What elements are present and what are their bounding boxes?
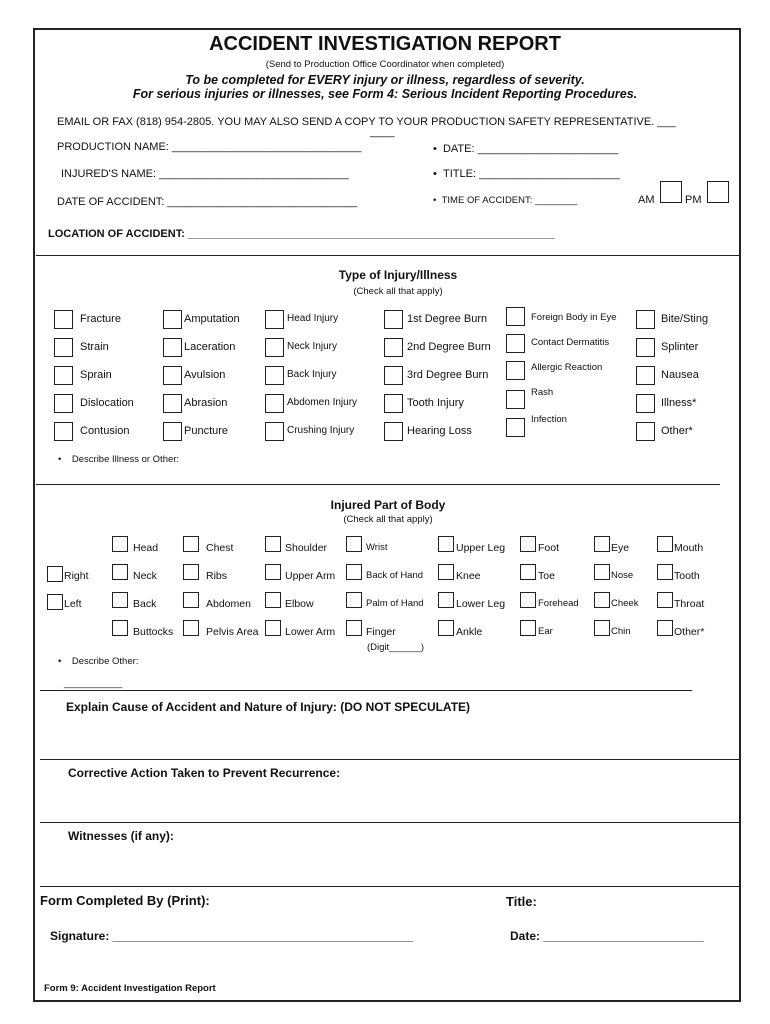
body-checkbox-abdomen[interactable] <box>183 592 199 608</box>
corrective-action-label: Corrective Action Taken to Prevent Recurrence: <box>68 766 341 780</box>
divider <box>36 255 740 256</box>
cause-label: Explain Cause of Accident and Nature of Injury: (DO NOT SPECULATE) <box>66 700 471 714</box>
body-checkbox-forehead[interactable] <box>520 592 536 608</box>
body-checkbox-ankle[interactable] <box>438 620 454 636</box>
injury-label-allergic-reaction: Allergic Reaction <box>531 362 603 373</box>
checkbox-illness[interactable] <box>636 394 655 413</box>
body-checkbox-back[interactable] <box>112 592 128 608</box>
body-checkbox-back-of-hand[interactable] <box>346 564 362 580</box>
injured-name-field[interactable]: INJURED'S NAME: _______________________________ <box>61 168 349 180</box>
body-checkbox-chin[interactable] <box>594 620 610 636</box>
email-instruction: EMAIL OR FAX (818) 954-2805. YOU MAY ALSO SEND A COPY TO YOUR PRODUCTION SAFETY REPRESENTATIVE. ___ <box>57 116 676 128</box>
body-label-forehead: Forehead <box>538 598 579 609</box>
body-checkbox-eye[interactable] <box>594 536 610 552</box>
email-instruction-cont: ____ <box>370 126 395 138</box>
body-checkbox-lower-leg[interactable] <box>438 592 454 608</box>
body-checkbox-lower-arm[interactable] <box>265 620 281 636</box>
injury-label-2nd-degree-burn: 2nd Degree Burn <box>407 341 491 353</box>
pm-label: PM <box>685 194 702 206</box>
injury-label-nausea: Nausea <box>661 369 699 381</box>
checkbox-2nd-degree-burn[interactable] <box>384 338 403 357</box>
body-label-toe: Toe <box>538 570 555 582</box>
checkbox-infection[interactable] <box>506 418 525 437</box>
injury-label-crushing-injury: Crushing Injury <box>287 425 355 436</box>
production-name-field[interactable]: PRODUCTION NAME: _______________________________ <box>57 141 362 153</box>
divider <box>40 822 740 823</box>
checkbox-strain[interactable] <box>54 338 73 357</box>
divider <box>40 690 692 691</box>
bullet-icon: • <box>58 454 72 465</box>
divider <box>40 759 740 760</box>
injury-label-splinter: Splinter <box>661 341 699 353</box>
body-label-buttocks: Buttocks <box>133 626 174 638</box>
body-label-head: Head <box>133 542 159 554</box>
body-checkbox-cheek[interactable] <box>594 592 610 608</box>
body-checkbox-knee[interactable] <box>438 564 454 580</box>
body-label-throat: Throat <box>674 598 705 610</box>
body-checkbox-finger[interactable] <box>346 620 362 636</box>
checkbox-dislocation[interactable] <box>54 394 73 413</box>
describe-other-underline: ___________ <box>64 678 123 689</box>
injury-label-rash: Rash <box>531 387 554 398</box>
body-checkbox-chest[interactable] <box>183 536 199 552</box>
body-label-ear: Ear <box>538 626 553 637</box>
instruction-line-2: For serious injuries or illnesses, see Form 4: Serious Incident Reporting Procedures. <box>132 87 638 101</box>
injury-label-other: Other* <box>661 425 693 437</box>
body-label-lower-arm: Lower Arm <box>285 626 336 638</box>
body-checkbox-other[interactable] <box>657 620 673 636</box>
body-label-back-of-hand: Back of Hand <box>366 570 424 581</box>
checkbox-crushing-injury[interactable] <box>265 422 284 441</box>
body-checkbox-elbow[interactable] <box>265 592 281 608</box>
body-checkbox-palm-of-hand[interactable] <box>346 592 362 608</box>
injury-section-subtitle: (Check all that apply) <box>353 286 443 297</box>
body-label-upper-arm: Upper Arm <box>285 570 336 582</box>
side-checkbox-left[interactable] <box>47 594 63 610</box>
body-label-finger: Finger <box>366 626 396 638</box>
body-section-subtitle: (Check all that apply) <box>343 514 433 525</box>
form-title: ACCIDENT INVESTIGATION REPORT <box>209 33 561 55</box>
body-label-neck: Neck <box>133 570 157 582</box>
injury-label-abrasion: Abrasion <box>184 397 228 409</box>
body-checkbox-head[interactable] <box>112 536 128 552</box>
body-label-tooth: Tooth <box>674 570 700 582</box>
title-signoff-label: Title: <box>506 894 537 909</box>
body-checkbox-mouth[interactable] <box>657 536 673 552</box>
title-field[interactable]: • TITLE: _______________________ <box>433 168 620 180</box>
body-label-pelvis-area: Pelvis Area <box>206 626 259 638</box>
body-checkbox-nose[interactable] <box>594 564 610 580</box>
checkbox-contusion[interactable] <box>54 422 73 441</box>
checkbox-tooth-injury[interactable] <box>384 394 403 413</box>
body-label-mouth: Mouth <box>674 542 704 554</box>
body-label-cheek: Cheek <box>611 598 639 609</box>
injury-label-amputation: Amputation <box>184 313 240 325</box>
body-label-back: Back <box>133 598 157 610</box>
describe-other-prompt: • Describe Other: <box>58 656 139 667</box>
body-checkbox-wrist[interactable] <box>346 536 362 552</box>
injury-label-sprain: Sprain <box>80 369 112 381</box>
injury-label-contact-dermatitis: Contact Dermatitis <box>531 337 610 348</box>
injury-label-foreign-body-in-eye: Foreign Body in Eye <box>531 312 617 323</box>
injury-label-1st-degree-burn: 1st Degree Burn <box>407 313 488 325</box>
checkbox-contact-dermatitis[interactable] <box>506 334 525 353</box>
body-checkbox-upper-arm[interactable] <box>265 564 281 580</box>
injury-label-hearing-loss: Hearing Loss <box>407 425 472 437</box>
body-label-ankle: Ankle <box>456 626 483 638</box>
injury-label-puncture: Puncture <box>184 425 229 437</box>
location-field[interactable]: LOCATION OF ACCIDENT: ____________________________________________________________ <box>48 228 555 240</box>
body-checkbox-neck[interactable] <box>112 564 128 580</box>
checkbox-3rd-degree-burn[interactable] <box>384 366 403 385</box>
bullet-icon: • <box>433 143 443 155</box>
checkbox-back-injury[interactable] <box>265 366 284 385</box>
digit-field[interactable]: (Digit______) <box>367 642 425 653</box>
body-label-other: Other* <box>674 626 705 638</box>
checkbox-splinter[interactable] <box>636 338 655 357</box>
body-label-ribs: Ribs <box>206 570 228 582</box>
checkbox-bite-sting[interactable] <box>636 310 655 329</box>
body-checkbox-ear[interactable] <box>520 620 536 636</box>
describe-illness-prompt: • Describe Illness or Other: <box>58 454 180 465</box>
body-label-chin: Chin <box>611 626 631 637</box>
divider <box>36 484 720 485</box>
checkbox-allergic-reaction[interactable] <box>506 361 525 380</box>
injury-label-bite-sting: Bite/Sting <box>661 313 709 325</box>
form-footer: Form 9: Accident Investigation Report <box>44 983 216 994</box>
injury-label-avulsion: Avulsion <box>184 369 226 381</box>
checkbox-amputation[interactable] <box>163 310 182 329</box>
injury-label-fracture: Fracture <box>80 313 121 325</box>
divider <box>40 886 740 887</box>
body-label-chest: Chest <box>206 542 234 554</box>
injury-label-infection: Infection <box>531 414 567 425</box>
injury-label-back-injury: Back Injury <box>287 369 337 380</box>
body-label-shoulder: Shoulder <box>285 542 328 554</box>
checkbox-1st-degree-burn[interactable] <box>384 310 403 329</box>
body-checkbox-upper-leg[interactable] <box>438 536 454 552</box>
injury-label-contusion: Contusion <box>80 425 130 437</box>
injury-label-tooth-injury: Tooth Injury <box>407 397 464 409</box>
signature-date-field[interactable]: Date: ________________________ <box>510 929 704 943</box>
body-label-elbow: Elbow <box>285 598 314 610</box>
body-checkbox-tooth[interactable] <box>657 564 673 580</box>
body-checkbox-toe[interactable] <box>520 564 536 580</box>
side-label-left: Left <box>64 598 82 610</box>
injury-label-strain: Strain <box>80 341 109 353</box>
body-checkbox-buttocks[interactable] <box>112 620 128 636</box>
body-checkbox-throat[interactable] <box>657 592 673 608</box>
body-label-upper-leg: Upper Leg <box>456 542 506 554</box>
checkbox-foreign-body-in-eye[interactable] <box>506 307 525 326</box>
body-checkbox-shoulder[interactable] <box>265 536 281 552</box>
injury-label-laceration: Laceration <box>184 341 236 353</box>
body-checkbox-ribs[interactable] <box>183 564 199 580</box>
body-label-abdomen: Abdomen <box>206 598 251 610</box>
checkbox-nausea[interactable] <box>636 366 655 385</box>
bullet-icon: • <box>433 195 442 206</box>
checkbox-puncture[interactable] <box>163 422 182 441</box>
body-label-eye: Eye <box>611 542 630 554</box>
checkbox-rash[interactable] <box>506 390 525 409</box>
injury-label-illness: Illness* <box>661 397 697 409</box>
injury-label-neck-injury: Neck Injury <box>287 341 338 352</box>
checkbox-avulsion[interactable] <box>163 366 182 385</box>
body-checkbox-foot[interactable] <box>520 536 536 552</box>
date-field[interactable]: • DATE: _______________________ <box>433 143 619 155</box>
body-label-wrist: Wrist <box>366 542 388 553</box>
body-label-foot: Foot <box>538 542 560 554</box>
body-section-title: Injured Part of Body <box>330 498 446 512</box>
form-subtitle: (Send to Production Office Coordinator when completed) <box>265 59 505 70</box>
injury-label-3rd-degree-burn: 3rd Degree Burn <box>407 369 489 381</box>
side-label-right: Right <box>64 570 89 582</box>
instruction-line-1: To be completed for EVERY injury or illness, regardless of severity. <box>185 73 585 87</box>
checkbox-abrasion[interactable] <box>163 394 182 413</box>
time-of-accident-field[interactable]: • TIME OF ACCIDENT: ________ <box>433 195 578 206</box>
bullet-icon: • <box>58 656 72 667</box>
injury-label-head-injury: Head Injury <box>287 313 339 324</box>
am-checkbox[interactable] <box>660 181 682 203</box>
side-checkbox-right[interactable] <box>47 566 63 582</box>
witnesses-label: Witnesses (if any): <box>68 829 174 843</box>
am-label: AM <box>638 194 655 206</box>
checkbox-sprain[interactable] <box>54 366 73 385</box>
checkbox-laceration[interactable] <box>163 338 182 357</box>
pm-checkbox[interactable] <box>707 181 729 203</box>
checkbox-abdomen-injury[interactable] <box>265 394 284 413</box>
body-label-lower-leg: Lower Leg <box>456 598 506 610</box>
checkbox-other[interactable] <box>636 422 655 441</box>
body-label-palm-of-hand: Palm of Hand <box>366 598 424 609</box>
injury-label-dislocation: Dislocation <box>80 397 134 409</box>
bullet-icon: • <box>433 168 443 180</box>
checkbox-head-injury[interactable] <box>265 310 284 329</box>
injury-label-abdomen-injury: Abdomen Injury <box>287 397 358 408</box>
date-of-accident-field[interactable]: DATE OF ACCIDENT: _______________________________ <box>57 196 358 208</box>
checkbox-neck-injury[interactable] <box>265 338 284 357</box>
body-label-knee: Knee <box>456 570 481 582</box>
checkbox-hearing-loss[interactable] <box>384 422 403 441</box>
completed-by-label: Form Completed By (Print): <box>40 893 210 908</box>
injury-section-title: Type of Injury/Illness <box>338 268 458 282</box>
body-checkbox-pelvis-area[interactable] <box>183 620 199 636</box>
checkbox-fracture[interactable] <box>54 310 73 329</box>
signature-field[interactable]: Signature: _____________________________________________ <box>50 929 413 943</box>
body-label-nose: Nose <box>611 570 634 581</box>
